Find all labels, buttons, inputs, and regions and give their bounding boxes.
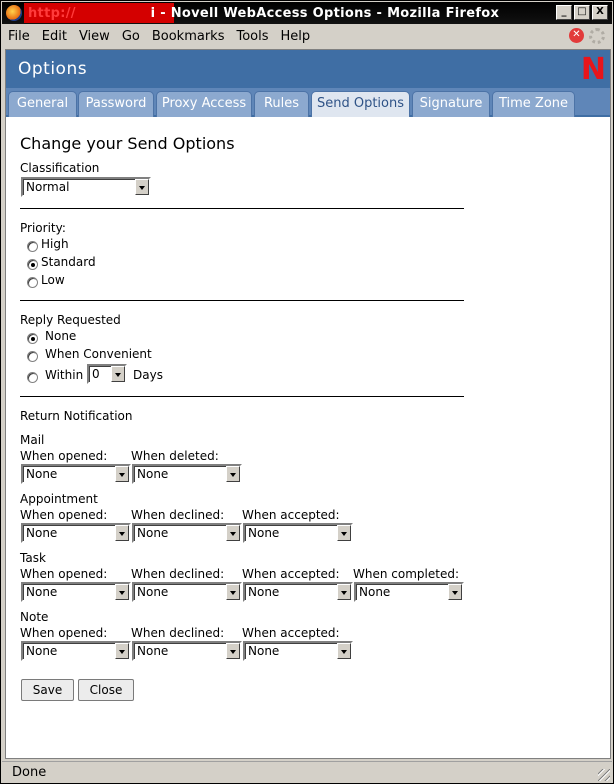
- reply-days-value: 0: [92, 367, 100, 381]
- page-content: [5, 49, 611, 759]
- reply-none-radio[interactable]: [27, 333, 38, 344]
- note-declined-value: None: [137, 644, 169, 658]
- chevron-down-icon: [135, 179, 149, 195]
- chevron-down-icon: [337, 584, 351, 600]
- form-title: Change your Send Options: [20, 134, 235, 153]
- task-accepted-label: When accepted:: [242, 567, 340, 581]
- title-bar: [2, 2, 612, 24]
- tab-rules[interactable]: Rules: [254, 91, 309, 117]
- mail-label: Mail: [20, 433, 45, 447]
- chevron-down-icon: [115, 584, 129, 600]
- task-opened-value: None: [26, 585, 58, 599]
- chevron-down-icon: [226, 584, 240, 600]
- menu-edit[interactable]: Edit: [41, 28, 67, 44]
- mail-opened-label: When opened:: [20, 449, 108, 463]
- return-notification-label: Return Notification: [20, 409, 133, 423]
- stop-icon[interactable]: ✕: [569, 28, 584, 43]
- appointment-declined-label: When declined:: [131, 508, 225, 522]
- note-accepted-value: None: [248, 644, 280, 658]
- appointment-accepted-select[interactable]: [243, 523, 353, 543]
- note-declined-select[interactable]: [132, 641, 242, 661]
- chevron-down-icon: [226, 643, 240, 659]
- mail-deleted-value: None: [137, 467, 169, 481]
- appointment-declined-select[interactable]: [132, 523, 242, 543]
- appointment-accepted-label: When accepted:: [242, 508, 340, 522]
- reply-convenient-radio[interactable]: [27, 351, 38, 362]
- chevron-down-icon: [448, 584, 462, 600]
- appointment-opened-value: None: [26, 526, 58, 540]
- chevron-down-icon: [115, 525, 129, 541]
- priority-high-radio[interactable]: [27, 241, 38, 252]
- divider: [20, 396, 464, 397]
- task-completed-label: When completed:: [353, 567, 459, 581]
- divider: [20, 300, 464, 301]
- note-opened-select[interactable]: [21, 641, 131, 661]
- menu-help[interactable]: Help: [280, 28, 311, 44]
- priority-label: Priority:: [20, 221, 66, 235]
- minimize-button[interactable]: _: [556, 5, 572, 20]
- reply-label: Reply Requested: [20, 313, 121, 327]
- appointment-opened-label: When opened:: [20, 508, 108, 522]
- menu-tools[interactable]: Tools: [236, 28, 269, 44]
- task-label: Task: [20, 551, 46, 565]
- classification-select[interactable]: [21, 177, 151, 197]
- save-button[interactable]: Save: [21, 679, 74, 701]
- tab-bar: [6, 88, 610, 117]
- close-button[interactable]: Close: [78, 679, 134, 701]
- chevron-down-icon: [115, 466, 129, 482]
- chevron-down-icon: [111, 366, 125, 382]
- note-declined-label: When declined:: [131, 626, 225, 640]
- page-title: Options: [18, 59, 88, 79]
- novell-logo: N: [580, 52, 604, 87]
- title-text: Novell WebAccess Options - Mozilla Firefox: [170, 5, 500, 21]
- tab-time-zone[interactable]: Time Zone: [492, 91, 575, 117]
- reply-convenient-label: When Convenient: [45, 347, 152, 361]
- firefox-icon: [6, 5, 22, 21]
- chevron-down-icon: [337, 643, 351, 659]
- window-controls: [556, 5, 608, 20]
- task-opened-select[interactable]: [21, 582, 131, 602]
- classification-value: Normal: [26, 180, 70, 194]
- classification-label: Classification: [20, 161, 100, 175]
- task-declined-label: When declined:: [131, 567, 225, 581]
- note-opened-label: When opened:: [20, 626, 108, 640]
- menu-file[interactable]: File: [8, 28, 30, 44]
- chevron-down-icon: [115, 643, 129, 659]
- priority-standard-radio[interactable]: [27, 259, 38, 270]
- status-text: Done: [12, 765, 47, 780]
- mail-deleted-label: When deleted:: [131, 449, 219, 463]
- reply-days-select[interactable]: [87, 364, 127, 384]
- priority-high-label: High: [41, 237, 69, 251]
- maximize-button[interactable]: □: [574, 5, 590, 20]
- menu-bar: [2, 25, 612, 47]
- priority-standard-label: Standard: [41, 255, 96, 269]
- tab-send-options[interactable]: Send Options: [311, 91, 410, 117]
- task-completed-value: None: [359, 585, 391, 599]
- tab-password[interactable]: Password: [78, 91, 154, 117]
- tab-proxy-access[interactable]: Proxy Access: [156, 91, 252, 117]
- task-accepted-value: None: [248, 585, 280, 599]
- reply-within-label: Within: [45, 368, 84, 382]
- throbber-icon: [589, 28, 605, 44]
- divider: [20, 208, 464, 209]
- close-window-button[interactable]: X: [592, 5, 608, 20]
- tab-signature[interactable]: Signature: [412, 91, 490, 117]
- menu-view[interactable]: View: [78, 28, 110, 44]
- window-title: [28, 6, 499, 21]
- appointment-opened-select[interactable]: [21, 523, 131, 543]
- note-opened-value: None: [26, 644, 58, 658]
- menu-bookmarks[interactable]: Bookmarks: [151, 28, 225, 44]
- options-header: [6, 50, 610, 88]
- task-opened-label: When opened:: [20, 567, 108, 581]
- reply-within-radio[interactable]: [27, 372, 38, 383]
- note-label: Note: [20, 610, 49, 624]
- appointment-accepted-value: None: [248, 526, 280, 540]
- priority-low-label: Low: [41, 273, 65, 287]
- appointment-declined-value: None: [137, 526, 169, 540]
- note-accepted-select[interactable]: [243, 641, 353, 661]
- mail-opened-select[interactable]: [21, 464, 131, 484]
- title-url: http://: [28, 5, 76, 21]
- chevron-down-icon: [226, 466, 240, 482]
- task-declined-select[interactable]: [132, 582, 242, 602]
- note-accepted-label: When accepted:: [242, 626, 340, 640]
- tab-general[interactable]: General: [8, 91, 77, 117]
- task-completed-select[interactable]: [354, 582, 464, 602]
- chevron-down-icon: [337, 525, 351, 541]
- mail-deleted-select[interactable]: [132, 464, 242, 484]
- appointment-label: Appointment: [20, 492, 98, 506]
- menu-go[interactable]: Go: [121, 28, 140, 44]
- priority-low-radio[interactable]: [27, 277, 38, 288]
- title-separator: i -: [150, 5, 166, 21]
- reply-days-label: Days: [133, 368, 163, 382]
- status-bar: [2, 761, 612, 783]
- task-declined-value: None: [137, 585, 169, 599]
- resize-grip[interactable]: [598, 769, 610, 781]
- mail-opened-value: None: [26, 467, 58, 481]
- chevron-down-icon: [226, 525, 240, 541]
- task-accepted-select[interactable]: [243, 582, 353, 602]
- reply-none-label: None: [45, 329, 77, 343]
